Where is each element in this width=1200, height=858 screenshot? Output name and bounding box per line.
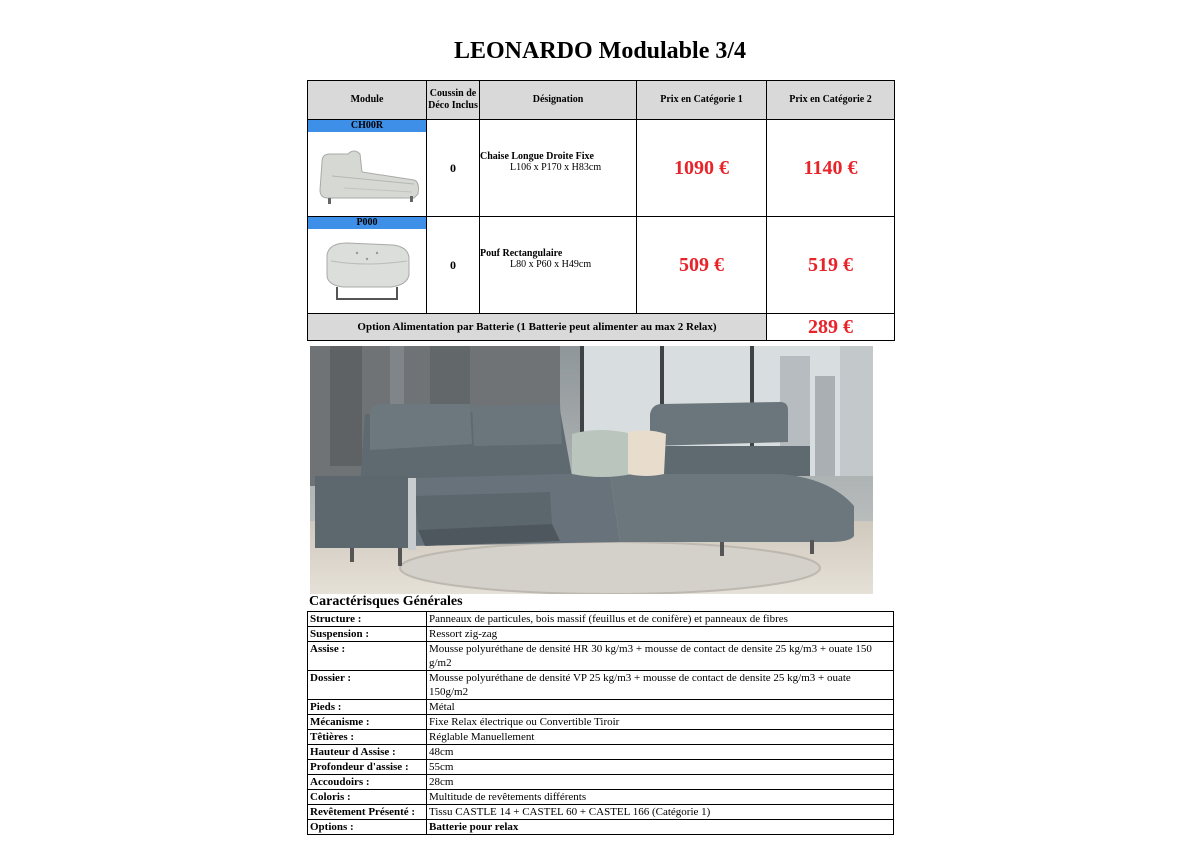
spec-row <box>308 805 894 820</box>
spec-key: Pieds : <box>308 700 427 715</box>
spec-row <box>308 745 894 760</box>
spec-value: Mousse polyuréthane de densité VP 25 kg/m3 + mousse de contact de densite 25 kg/m3 + ouate 150g/m2 <box>427 671 894 700</box>
spec-key: Coloris : <box>308 790 427 805</box>
header-designation: Désignation <box>480 81 637 120</box>
spec-key: Mécanisme : <box>308 715 427 730</box>
price-table-header <box>308 81 895 120</box>
spec-value: Multitude de revêtements différents <box>427 790 894 805</box>
module-cell <box>308 120 427 217</box>
chaise-longue-thumbnail <box>314 136 420 208</box>
header-cushion: Coussin de Déco Inclus <box>427 81 480 120</box>
spec-key: Hauteur d Assise : <box>308 745 427 760</box>
spec-key: Accoudoirs : <box>308 775 427 790</box>
designation-cell <box>480 120 637 217</box>
price-cat1: 1090 € <box>637 120 767 217</box>
price-cat2: 519 € <box>767 217 895 314</box>
spec-key: Options : <box>308 820 427 835</box>
sofa-living-room-photo <box>310 346 873 594</box>
spec-value: 28cm <box>427 775 894 790</box>
spec-value: Mousse polyuréthane de densité HR 30 kg/m3 + mousse de contact de densite 25 kg/m3 + ouate 150 g/m2 <box>427 642 894 671</box>
specs-title: Caractérisques Générales <box>309 594 463 609</box>
specs-table <box>307 611 894 835</box>
spec-value: Ressort zig-zag <box>427 627 894 642</box>
spec-key: Dossier : <box>308 671 427 700</box>
designation-name: Pouf Rectangulaire <box>480 248 563 259</box>
spec-value: Métal <box>427 700 894 715</box>
spec-key: Suspension : <box>308 627 427 642</box>
price-table <box>307 80 895 341</box>
spec-key: Assise : <box>308 642 427 671</box>
table-row <box>308 120 895 217</box>
module-code: P000 <box>308 217 426 229</box>
page-title: LEONARDO Modulable 3/4 <box>453 38 747 64</box>
cushion-count: 0 <box>427 120 480 217</box>
spec-row <box>308 700 894 715</box>
spec-key: Profondeur d'assise : <box>308 760 427 775</box>
spec-value: Tissu CASTLE 14 + CASTEL 60 + CASTEL 166 (Catégorie 1) <box>427 805 894 820</box>
spec-value: Panneaux de particules, bois massif (feuillus et de conifère) et panneaux de fibres <box>427 612 894 627</box>
spec-row <box>308 775 894 790</box>
spec-row <box>308 820 894 835</box>
battery-option-price: 289 € <box>767 314 895 341</box>
battery-option-label: Option Alimentation par Batterie (1 Batterie peut alimenter au max 2 Relax) <box>308 314 767 341</box>
spec-row <box>308 760 894 775</box>
spec-row <box>308 715 894 730</box>
spec-row <box>308 642 894 671</box>
spec-key: Revêtement Présenté : <box>308 805 427 820</box>
spec-row <box>308 730 894 745</box>
battery-option-row <box>308 314 895 341</box>
spec-key: Structure : <box>308 612 427 627</box>
price-cat2: 1140 € <box>767 120 895 217</box>
table-row <box>308 217 895 314</box>
header-module: Module <box>308 81 427 120</box>
spec-value: 55cm <box>427 760 894 775</box>
spec-key: Têtières : <box>308 730 427 745</box>
price-cat1: 509 € <box>637 217 767 314</box>
designation-cell <box>480 217 637 314</box>
pouf-thumbnail <box>317 233 417 305</box>
spec-value: Réglable Manuellement <box>427 730 894 745</box>
cushion-count: 0 <box>427 217 480 314</box>
spec-value: 48cm <box>427 745 894 760</box>
spec-row <box>308 790 894 805</box>
spec-row <box>308 612 894 627</box>
spec-row <box>308 627 894 642</box>
header-cat2: Prix en Catégorie 2 <box>767 81 895 120</box>
designation-dims: L106 x P170 x H83cm <box>510 162 602 173</box>
designation-dims: L80 x P60 x H49cm <box>510 259 592 270</box>
header-cat1: Prix en Catégorie 1 <box>637 81 767 120</box>
module-cell <box>308 217 427 314</box>
spec-value: Fixe Relax électrique ou Convertible Tiroir <box>427 715 894 730</box>
spec-row <box>308 671 894 700</box>
designation-name: Chaise Longue Droite Fixe <box>480 151 594 162</box>
spec-value: Batterie pour relax <box>427 820 894 835</box>
module-code: CH00R <box>308 120 426 132</box>
